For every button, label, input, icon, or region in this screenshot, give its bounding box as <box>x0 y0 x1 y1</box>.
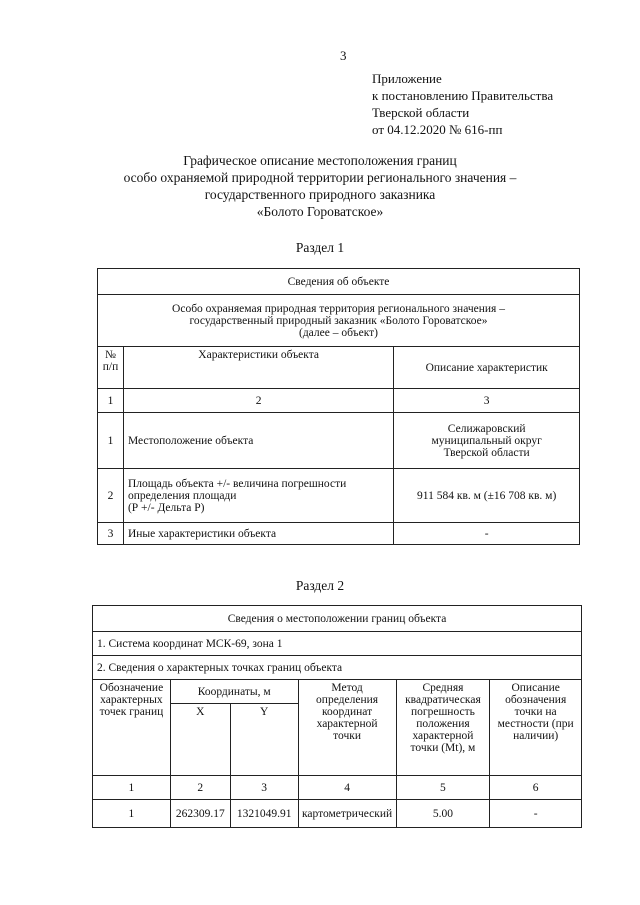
appendix-line-1: Приложение <box>372 71 442 86</box>
char-line: определения площади <box>127 489 237 502</box>
header-method: Метод определения координат характерной точки <box>298 680 396 776</box>
method: картометрический <box>298 800 396 828</box>
row-description: 911 584 кв. м (±16 708 кв. м) <box>394 469 580 523</box>
row-num: 2 <box>98 469 124 523</box>
coordinate-system: 1. Система координат МСК-69, зона 1 <box>93 632 582 656</box>
header-num: № п/п <box>98 347 124 389</box>
numbering-cell: 6 <box>490 776 582 800</box>
numbering-cell: 3 <box>394 389 580 413</box>
table-row <box>93 800 582 828</box>
desc-line: Селижаровский <box>447 422 526 435</box>
numbering-cell: 3 <box>230 776 298 800</box>
title-line-2: особо охраняемой природной территории регионального значения – <box>123 170 517 185</box>
numbering-cell: 2 <box>170 776 230 800</box>
points-heading: 2. Сведения о характерных точках границ объекта <box>93 656 582 680</box>
boundary-points-table <box>92 605 582 828</box>
appendix-line-3: Тверской области <box>372 105 470 120</box>
table-row <box>98 413 580 469</box>
title-line-1: Графическое описание местоположения границ <box>183 153 457 168</box>
object-name-line-2: государственный природный заказник «Болото Горoватское» <box>189 314 488 327</box>
appendix-line-2: к постановлению Правительства <box>372 88 554 103</box>
numbering-cell: 2 <box>123 389 393 413</box>
table-title: Сведения о местоположении границ объекта <box>93 606 582 632</box>
desc-line: муниципальный округ <box>431 434 542 447</box>
header-characteristic: Характеристики объекта <box>123 347 393 389</box>
row-description: - <box>394 523 580 545</box>
title-line-3: государственного природного заказника <box>204 187 436 202</box>
title-line-4: «Болото Горoватское» <box>256 204 384 219</box>
appendix-line-4: от 04.12.2020 № 616-пп <box>372 122 503 137</box>
table-title: Сведения об объекте <box>98 269 580 295</box>
page-number: 3 <box>340 48 347 63</box>
object-name-line-1: Особо охраняемая природная территория регионального значения – <box>172 302 505 315</box>
desc-line: Тверской области <box>443 446 530 459</box>
row-num: 3 <box>98 523 124 545</box>
header-description: Описание характеристик <box>394 347 580 389</box>
coord-y: 1321049.91 <box>230 800 298 828</box>
header-point: Обозначение характерных точек границ <box>93 680 171 776</box>
appendix-block <box>372 70 553 138</box>
object-name-cell <box>98 295 580 347</box>
header-point-description: Описание обозначения точки на местности (при наличии) <box>490 680 582 776</box>
numbering-cell: 5 <box>396 776 490 800</box>
section-2-heading: Раздел 2 <box>295 578 345 593</box>
section-1-heading: Раздел 1 <box>295 240 345 255</box>
coord-x: 262309.17 <box>170 800 230 828</box>
header-coordinates: Координаты, м <box>170 680 298 704</box>
header-x: X <box>170 704 230 776</box>
char-line: (Р +/- Дельта Р) <box>127 501 205 514</box>
row-description <box>394 413 580 469</box>
numbering-cell: 1 <box>93 776 171 800</box>
header-y: Y <box>230 704 298 776</box>
point-id: 1 <box>93 800 171 828</box>
header-error: Средняя квадратическая погрешность положения характерной точки (Mt), м <box>396 680 490 776</box>
point-description: - <box>490 800 582 828</box>
row-characteristic: Местоположение объекта <box>123 413 393 469</box>
error-value: 5.00 <box>396 800 490 828</box>
char-line: Площадь объекта +/- величина погрешности <box>127 477 347 490</box>
object-info-table <box>97 268 580 545</box>
row-characteristic: Иные характеристики объекта <box>123 523 393 545</box>
table-row <box>98 469 580 523</box>
numbering-cell: 4 <box>298 776 396 800</box>
row-characteristic <box>123 469 393 523</box>
row-num: 1 <box>98 413 124 469</box>
document-title <box>90 152 550 220</box>
table-row <box>98 523 580 545</box>
numbering-cell: 1 <box>98 389 124 413</box>
object-name-line-3: (далее – объект) <box>299 326 378 339</box>
